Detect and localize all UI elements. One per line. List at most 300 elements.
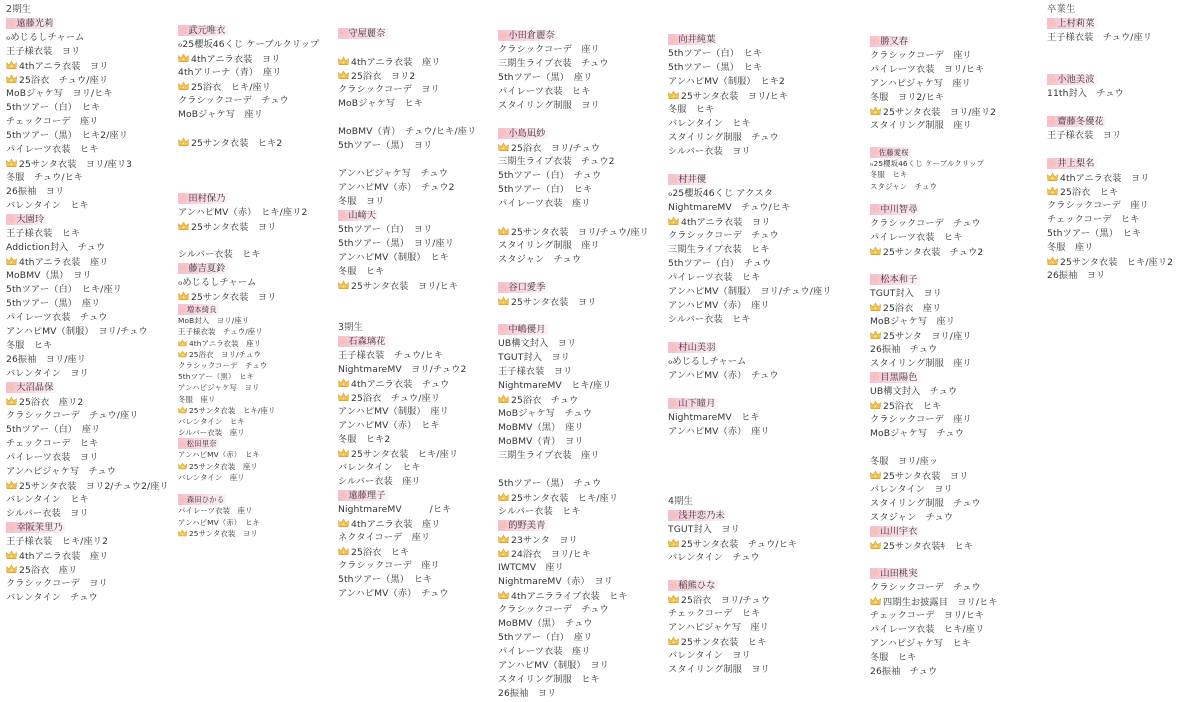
crown-icon (338, 280, 349, 290)
member-name: ☆佐藤愛桜 (872, 148, 909, 157)
crown-icon (6, 256, 17, 266)
crown-icon (870, 596, 881, 606)
item-line: スタイリング制服 座リ (870, 357, 972, 369)
item-line: パイレーツ衣装 チュウ (6, 312, 108, 323)
crown-icon (498, 142, 509, 152)
item-line: 25サンタ衣装 チュウ/ヒキ (668, 537, 832, 551)
star-icon: ☆ (872, 567, 881, 579)
star-icon: ☆ (670, 580, 679, 591)
star-icon: ☆ (180, 25, 189, 36)
item-line: アンハピMV（赤） 座リ (668, 426, 770, 437)
item-line: NightmareMV /ヒキ (338, 504, 452, 515)
star-icon: ☆ (1049, 158, 1058, 169)
item-line: 25サンタ衣装 ヨリ/ヒキ (668, 89, 832, 103)
member-name: ☆小池美波 (1049, 74, 1095, 85)
item-line: クラシックコーデ 座リ (498, 44, 600, 55)
item-line (178, 234, 319, 248)
crown-icon (498, 548, 509, 558)
item-line: 王子様衣装 チュウ/座リ (178, 327, 263, 337)
item-line: クラシックコーデ チュウ (498, 604, 609, 615)
generation-header: 卒業生 (1047, 4, 1076, 15)
item-line: アンハピMV（赤） 座リ (668, 300, 770, 311)
item-line: 4thアニラ衣装 ヨリ (668, 215, 832, 229)
item-line (1047, 143, 1173, 157)
item-line: 5thツアー（白） チュウ (668, 258, 772, 269)
item-line: クラシックコーデ チュウ (870, 217, 981, 229)
item-line: チェックコーデ 座リ (6, 116, 99, 127)
item-line: TGUT封入 ヨリ (668, 524, 740, 535)
crown-icon (178, 529, 187, 537)
item-line: アンハピMV（赤） ヒキ (178, 450, 261, 460)
item-line: 25浴衣 チュウ/座リ (338, 391, 476, 405)
crown-icon (870, 540, 881, 550)
item-line: アンハピジャケ写 ヒキ (870, 637, 971, 649)
item-line: クラシックコーデ 座リ (1047, 200, 1149, 211)
star-icon: ☆ (180, 495, 187, 505)
item-line: 25浴衣 座リ (870, 301, 998, 315)
crown-icon (498, 296, 509, 306)
member-name: ☆稲熊ひな (670, 580, 716, 591)
item-line: アンハピMV（制服） ヒキ2 (668, 76, 785, 87)
crown-icon (178, 339, 187, 347)
item-line: 24浴衣 ヨリ/ヒキ (498, 547, 649, 561)
item-line: パイレーツ衣装 座リ (498, 646, 591, 657)
item-line: 5thツアー（白） ヒキ (6, 102, 101, 113)
item-line (668, 327, 832, 341)
item-line: MoBMV（青） ヨリ (498, 436, 584, 447)
crown-icon (870, 470, 881, 480)
item-line: クラシックコーデ チュウ/座リ (6, 410, 139, 421)
item-line: 25浴衣 チュウ (498, 393, 649, 407)
member-name: ☆石森璃花 (340, 336, 386, 347)
item-line (338, 307, 476, 321)
item-line: MoBジャケ写 座リ (870, 315, 955, 327)
item-line: クラシックコーデ チュウ (178, 360, 268, 370)
generation-header: 4期生 (668, 496, 694, 507)
item-line: バレンタイン ヨリ (870, 483, 953, 495)
item-line: 5thツアー（白） ヨリ (338, 224, 433, 235)
item-line: チェックコーデ ヒキ (668, 608, 761, 619)
item-line: 5thツアー（黒） ヨリ (338, 140, 433, 151)
item-line: 25浴衣 座リ (6, 563, 169, 577)
item-line: 四期生お披露目 ヨリ/ヒキ (870, 595, 998, 609)
item-line: シルバー衣装 ヒキ (498, 506, 581, 517)
item-line: スタジャン チュウ (870, 181, 938, 191)
item-line: クラシックコーデ チュウ (178, 95, 289, 106)
item-line: スタイリング制服 ヒキ (498, 674, 600, 685)
item-line: NightmareMV ヨリ/チュウ2 (338, 364, 467, 375)
item-line: 25サンタ衣装 ヨリ (178, 220, 319, 234)
crown-icon (338, 546, 349, 556)
item-line: 25サンタ衣装 ヨリ/座リ3 (6, 157, 169, 171)
item-line: スタイリング制服 ヨリ (668, 664, 770, 675)
member-name: ☆守屋麗奈 (340, 28, 386, 39)
item-line: バレンタイン ヒキ (6, 494, 89, 505)
star-icon: ☆ (340, 28, 349, 39)
item-line: NightmareMV（赤） ヨリ (498, 576, 613, 587)
member-name: ☆的野美青 (500, 520, 546, 531)
item-line: スタジャン チュウ (870, 511, 954, 523)
item-line (498, 309, 649, 323)
member-column (870, 35, 998, 679)
member-name: ☆藤吉夏鈴 (180, 263, 226, 274)
item-line: チェックコーデ ヒキ (6, 438, 99, 449)
item-line: 25サンタ衣装 ヒキ/座リ2 (1047, 255, 1173, 269)
item-line (870, 259, 998, 273)
crown-icon (498, 226, 509, 236)
item-line: アンハピジャケ写 チュウ (6, 466, 116, 477)
item-line (870, 441, 998, 455)
item-line: パイレーツ衣装 ヨリ/ヒキ (870, 64, 985, 75)
item-line: シルバー衣装 ヒキ (668, 314, 751, 325)
item-line: MoBMV（青） チュウ/ヒキ/座リ (338, 126, 477, 137)
star-icon: ☆ (872, 371, 881, 383)
item-line: 25浴衣 座リ2 (6, 395, 169, 409)
item-line: 25サンタ ヨリ/座リ (870, 329, 998, 343)
item-line: アンハピMV（制服） ヨリ/チュウ/座リ (668, 286, 832, 297)
star-icon: ☆ (500, 520, 509, 531)
item-line: 4thアニラ衣装 ヨリ (1047, 171, 1173, 185)
member-name: ☆山下瞳月 (670, 398, 716, 409)
item-line: パイレーツ衣装 座リ (498, 198, 591, 209)
item-line: 5thツアー（白） ヒキ (498, 184, 593, 195)
item-line: スタイリング制服 チュウ (668, 132, 779, 143)
item-line: 5thツアー（黒） ヒキ (1047, 228, 1142, 239)
item-line: 25サンタ衣装 ヨリ/座リ2 (870, 105, 998, 119)
member-column (1047, 3, 1173, 283)
item-line: アンハピMV（赤） ヒキ/座リ2 (178, 207, 308, 218)
star-icon: ☆ (340, 336, 349, 347)
item-line: 26振袖 ヨリ (1047, 270, 1106, 281)
item-line: 王子様衣装 ヨリ (6, 46, 81, 57)
member-name: ☆田村保乃 (180, 193, 226, 204)
member-name: ☆山田桃実 (872, 567, 918, 579)
item-line: アンハピMV（赤） チュウ2 (338, 182, 455, 193)
item-line (338, 293, 476, 307)
crown-icon (498, 534, 509, 544)
star-icon: ☆ (180, 263, 189, 274)
item-line: UB構文封入 ヨリ (498, 338, 577, 349)
item-line (338, 41, 476, 55)
crown-icon (178, 137, 189, 147)
item-line: 11th封入 チュウ (1047, 88, 1124, 99)
member-column (178, 24, 319, 539)
crown-icon (338, 518, 349, 528)
member-name: ☆齋藤冬優花 (1049, 116, 1104, 127)
member-name: ☆勝又春 (872, 36, 909, 47)
item-line: 冬服 座リ (1047, 242, 1094, 253)
item-line: 26振袖 ヨリ/座リ (6, 354, 87, 365)
item-line: 4thアニラ衣装 座リ (338, 55, 476, 69)
crown-icon (6, 550, 17, 560)
item-line: 26振袖 ヨリ (6, 186, 65, 197)
item-line: MoB封入 ヨリ/座リ (178, 316, 250, 326)
star-icon: ☆ (872, 525, 881, 537)
crown-icon (6, 564, 17, 574)
star-icon: ☆ (670, 174, 679, 185)
star-icon: ☆ (180, 193, 189, 204)
star-icon: ☆ (500, 128, 509, 139)
item-line: 25サンタ衣装 ヨリ2/チュウ2/座リ (6, 479, 169, 493)
item-line: アンハピMV（制服） ヨリ/チュウ (6, 326, 148, 337)
star-icon: ☆ (500, 282, 509, 293)
item-line: 5thツアー（白） ヒキ (668, 48, 763, 59)
star-icon: ☆ (180, 305, 187, 314)
crown-icon (1047, 172, 1058, 182)
crown-icon (178, 350, 187, 358)
item-line: パイレーツ衣装 座リ (178, 506, 253, 516)
member-name: ☆井上梨名 (1049, 158, 1095, 169)
star-icon: ☆ (500, 30, 509, 41)
item-line: 25サンタ衣装 座リ (178, 461, 319, 472)
item-line: 4thアニラ衣装 チュウ (338, 377, 476, 391)
crown-icon (668, 594, 679, 604)
item-line (178, 122, 319, 136)
item-line: ℴ25櫻坂46くじ アクスタ (668, 188, 774, 199)
item-line: 4thアニラ衣装 座リ (338, 517, 476, 531)
member-name: ☆遠藤光莉 (8, 18, 54, 29)
item-line: パイレーツ衣装 ヨリ (6, 452, 99, 463)
item-line (178, 483, 319, 494)
item-line: 4thアニラ衣装 座リ (6, 549, 169, 563)
item-line (498, 267, 649, 281)
member-name: ☆小田倉麗奈 (500, 30, 555, 41)
item-line: クラシックコーデ 座リ (870, 50, 972, 61)
member-name: ☆山﨑天 (340, 210, 377, 221)
star-icon: ☆ (872, 36, 881, 47)
item-line: 25サンタ衣装 ヒキ/座リ (498, 491, 649, 505)
item-line: 5thツアー（黒） ヨリ/座リ (338, 238, 455, 249)
item-line: アンハピジャケ写 チュウ (338, 168, 448, 179)
item-line: チェックコーデ ヒキ (1047, 214, 1140, 225)
item-line: アンハピジャケ写 座リ (870, 78, 971, 89)
member-name: ☆遠藤理子 (340, 490, 386, 501)
member-name: ☆大沼晶保 (8, 382, 54, 393)
item-line: バレンタイン ヒキ (338, 462, 421, 473)
item-line: 4thアニラ衣装 ヨリ (6, 59, 169, 73)
crown-icon (338, 378, 349, 388)
item-line: アンハピMV（制服） ヨリ (498, 660, 609, 671)
item-line: 26振袖 チュウ (870, 343, 938, 355)
item-line: アンハピMV（制服） 座リ (338, 406, 449, 417)
item-line: 5thツアー（黒） ヒキ (338, 574, 433, 585)
item-line: TGUT封入 ヨリ (498, 352, 570, 363)
item-line: 冬服 ヒキ (870, 651, 917, 663)
crown-icon (870, 400, 881, 410)
item-line: UB構文封入 チュウ (870, 385, 958, 397)
member-name: ☆浅井恋乃未 (670, 510, 725, 521)
member-name: ☆山川宇衣 (872, 525, 918, 537)
item-line: クラシックコーデ チュウ (870, 581, 981, 593)
item-line: 冬服 ヨリ (338, 196, 385, 207)
item-line: 冬服 ヒキ (870, 170, 908, 180)
item-line: ℴ25櫻坂46くじ ケーブルクリップ (178, 39, 320, 50)
member-name: ☆松本和子 (872, 273, 918, 285)
star-icon: ☆ (8, 522, 17, 533)
item-line: TGUT封入 ヨリ (870, 287, 942, 299)
member-column (498, 29, 649, 701)
item-line: クラシックコーデ チュウ (668, 230, 779, 241)
crown-icon (668, 636, 679, 646)
item-line: 25浴衣 ヨリ/チュウ (498, 141, 649, 155)
item-line: クラシックコーデ 座リ (870, 413, 972, 425)
item-line: 4thアニラ衣装 座リ (6, 255, 169, 269)
star-icon: ☆ (180, 439, 187, 449)
item-line: NightmareMV チュウ/ヒキ (668, 202, 791, 213)
crown-icon (870, 302, 881, 312)
item-line: 5thツアー（白） チュウ (498, 170, 602, 181)
member-name: ☆村山美羽 (670, 342, 716, 353)
member-name: ☆森田ひかる (180, 495, 225, 505)
item-line: 25浴衣 ヒキ (1047, 185, 1173, 199)
item-line (338, 153, 476, 167)
member-name: ☆村井優 (670, 174, 707, 185)
item-line: 三期生ライブ衣装 チュウ (498, 58, 609, 69)
item-line: 23サンタ ヨリ (498, 533, 649, 547)
member-column (668, 33, 832, 677)
item-line (870, 192, 998, 203)
item-line: バレンタイン チュウ (6, 592, 98, 603)
star-icon: ☆ (872, 148, 879, 157)
item-line (668, 439, 832, 453)
item-line: 5thツアー（白） 座リ (6, 424, 101, 435)
item-line: 25浴衣 ヒキ (870, 399, 998, 413)
crown-icon (6, 158, 17, 168)
item-line (870, 553, 998, 567)
item-line: 25サンタ衣装 ヨリ (178, 528, 319, 539)
crown-icon (498, 492, 509, 502)
star-icon: ☆ (8, 214, 17, 225)
member-name: ☆幸阪茉里乃 (8, 522, 63, 533)
item-line: 4thアニラライブ衣装 ヒキ (498, 589, 649, 603)
item-line: 25サンタ衣装ｷ ヒキ (870, 539, 998, 553)
star-icon: ☆ (500, 324, 509, 335)
item-line: 5thツアー（黒） 座リ (498, 72, 593, 83)
item-line: 5thツアー（黒） ヒキ (668, 62, 763, 73)
star-icon: ☆ (8, 382, 17, 393)
item-line: 5thツアー（白） 座リ (498, 632, 593, 643)
crown-icon (338, 70, 349, 80)
member-name: ☆中川智尋 (872, 203, 918, 215)
item-line: 25浴衣 チュウ/座リ (6, 73, 169, 87)
member-name: ☆谷口愛季 (500, 282, 546, 293)
crown-icon (338, 448, 349, 458)
item-line (1047, 101, 1173, 115)
item-line: シルバー衣装 座リ (338, 476, 421, 487)
star-icon: ☆ (340, 490, 349, 501)
item-line: 冬服 ヨリ/座ッ (870, 455, 939, 467)
item-line: 25浴衣 ヒキ/座リ (178, 80, 319, 94)
item-line: シルバー衣装 ヒキ (178, 249, 261, 260)
item-line (498, 463, 649, 477)
item-line: 25サンタ衣装 ヒキ2 (178, 136, 319, 150)
item-line: 25サンタ衣装 ヒキ/座リ (338, 447, 476, 461)
crown-icon (1047, 256, 1058, 266)
item-line: MoBジャケ写 ヨリ/ヒキ (6, 88, 113, 99)
item-line: MoBジャケ写 チュウ (870, 427, 964, 439)
item-line: MoBジャケ写 ヒキ (338, 98, 423, 109)
star-icon: ☆ (1049, 74, 1058, 85)
item-line: バレンタイン ヒキ (6, 200, 89, 211)
item-line: スタイリング制服 チュウ (870, 497, 981, 509)
item-line: パイレーツ衣装 ヒキ (498, 86, 591, 97)
item-line: 冬服 ヨリ2/ヒキ (870, 92, 945, 103)
star-icon: ☆ (1049, 116, 1058, 127)
member-name: ☆中嶋優月 (500, 324, 546, 335)
item-line (178, 164, 319, 178)
member-name: ☆目黒陽色 (872, 371, 918, 383)
crown-icon (498, 394, 509, 404)
item-line (870, 133, 998, 147)
item-line: バレンタイン ヨリ (6, 368, 89, 379)
item-line: NightmareMV ヒキ (668, 412, 760, 423)
item-line: 5thツアー（黒） ヒキ (178, 372, 255, 382)
item-line: パイレーツ衣装 ヒキ (6, 144, 99, 155)
crown-icon (178, 462, 187, 470)
item-line: パイレーツ衣装 ヒキ/座リ (870, 623, 985, 635)
item-line (668, 467, 832, 481)
item-line: 25サンタ衣装 ヒキ/座リ (178, 405, 319, 416)
item-line (668, 481, 832, 495)
item-line: シルバー衣装 ヨリ (6, 508, 89, 519)
member-column (6, 3, 169, 605)
item-line: チェックコーデ ヨリ/ヒキ (870, 609, 985, 621)
item-line: パイレーツ衣装 ヒキ (870, 231, 963, 243)
crown-icon (498, 590, 509, 600)
item-line: 冬服 ヒキ (338, 266, 385, 277)
member-name: ☆向井純葉 (670, 34, 716, 45)
item-line (178, 178, 319, 192)
item-line (668, 159, 832, 173)
crown-icon (6, 74, 17, 84)
item-line: MoBMV（黒） チュウ (498, 618, 593, 629)
star-icon: ☆ (340, 210, 349, 221)
member-name: ☆増本綺良 (180, 305, 217, 314)
item-line: 三期生ライブ衣装 ヒキ (668, 244, 770, 255)
item-line: 25サンタ衣装 ヒキ (668, 635, 832, 649)
item-line: 4thアニラ衣装 座リ (178, 338, 319, 349)
item-line: 三期生ライブ衣装 チュウ2 (498, 156, 615, 167)
item-line: ℴめじるしチャーム (178, 277, 257, 288)
item-line (1047, 45, 1173, 59)
crown-icon (338, 392, 349, 402)
item-line: バレンタイン ヨリ (668, 650, 751, 661)
item-line: スタジャン チュウ (498, 254, 582, 265)
item-line: 26振袖 チュウ (870, 665, 938, 677)
item-line (498, 211, 649, 225)
item-line (1047, 59, 1173, 73)
item-line: 冬服 ヒキ (6, 340, 53, 351)
crown-icon (178, 406, 187, 414)
item-line (668, 453, 832, 467)
item-line (178, 150, 319, 164)
item-line: アンハピジャケ写 座リ (668, 622, 769, 633)
star-icon: ☆ (670, 342, 679, 353)
item-line: クラシックコーデ ヨリ (338, 84, 440, 95)
item-line: MoBジャケ写 チュウ (498, 408, 592, 419)
item-line: 25サンタ衣装 ヨリ (498, 295, 649, 309)
item-line: 25サンタ衣装 チュウ2 (870, 245, 998, 259)
item-line: 25浴衣 ヒキ (338, 545, 476, 559)
item-line: 王子様衣装 チュウ/座リ (1047, 32, 1153, 43)
item-line: 冬服 チュウ/ヒキ (6, 172, 84, 183)
crown-icon (870, 330, 881, 340)
member-name: ☆小島凪紗 (500, 128, 546, 139)
crown-icon (870, 106, 881, 116)
item-line: 4thアニラ衣装 ヨリ (178, 52, 319, 66)
item-line: 5thツアー（黒） チュウ (498, 478, 602, 489)
item-line: 26振袖 ヨリ (498, 688, 557, 699)
